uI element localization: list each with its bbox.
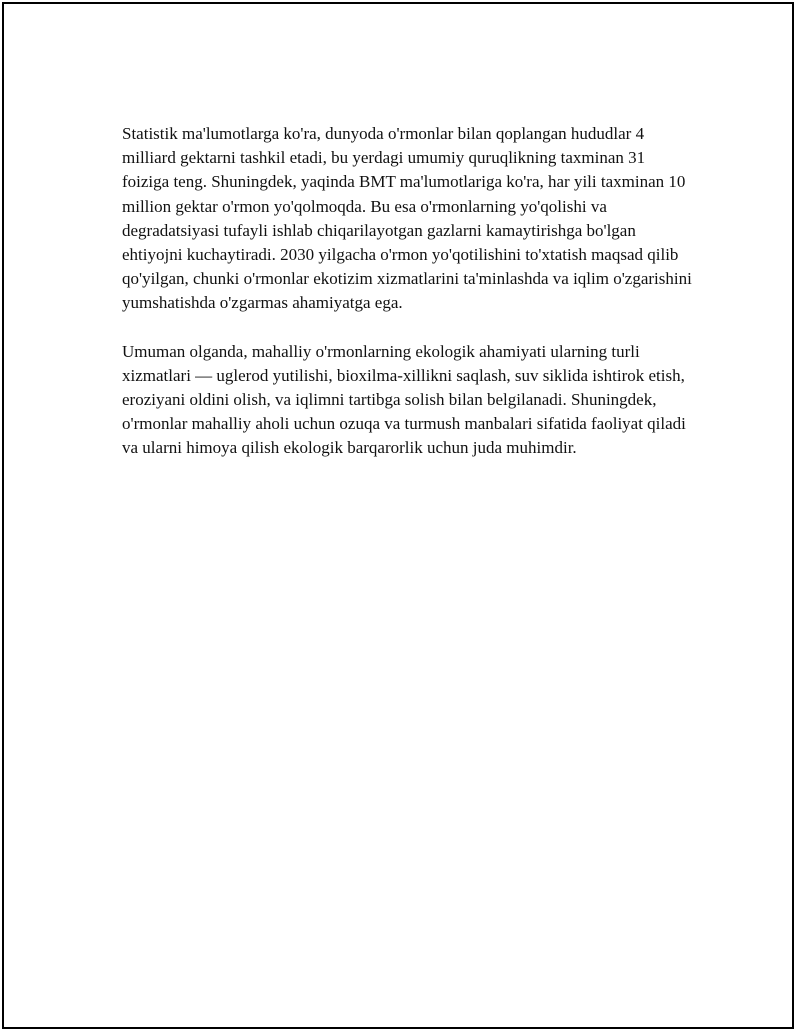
document-body [122, 122, 692, 461]
page-border [2, 2, 794, 1029]
paragraph-ecological-importance: Umuman olganda, mahalliy o'rmonlarning ekologik ahamiyati ularning turli xizmatlari — uglerod yutilishi, bioxilma-xillikni saqlash, suv siklida ishtirok etish, eroziyani oldini olish, va iqlimni tartibga solish bilan belgilanadi. Shuningdek, o'rmonlar mahalliy aholi uchun ozuqa va turmush manbalari sifatida faoliyat qiladi va ularni himoya qilish ekologik barqarorlik uchun juda muhimdir. [122, 341, 686, 458]
paragraph-forest-statistics: Statistik ma'lumotlarga ko'ra, dunyoda o'rmonlar bilan qoplangan hududlar 4 milliard gektarni tashkil etadi, bu yerdagi umumiy quruqlikning taxminan 31 foiziga teng. Shuningdek, yaqinda BMT ma'lumotlariga ko'ra, har yili taxminan 10 million gektar o'rmon yo'qolmoqda. Bu esa o'rmonlarning yo'qolishi va degradatsiyasi tufayli ishlab chiqarilayotgan gazlarni kamaytirishga bo'lgan ehtiyojni kuchaytiradi. 2030 yilgacha o'rmon yo'qotilishini to'xtatish maqsad qilib qo'yilgan, chunki o'rmonlar ekotizim xizmatlarini ta'minlashda va iqlim o'zgarishini yumshatishda o'zgarmas ahamiyatga ega. [122, 124, 692, 313]
